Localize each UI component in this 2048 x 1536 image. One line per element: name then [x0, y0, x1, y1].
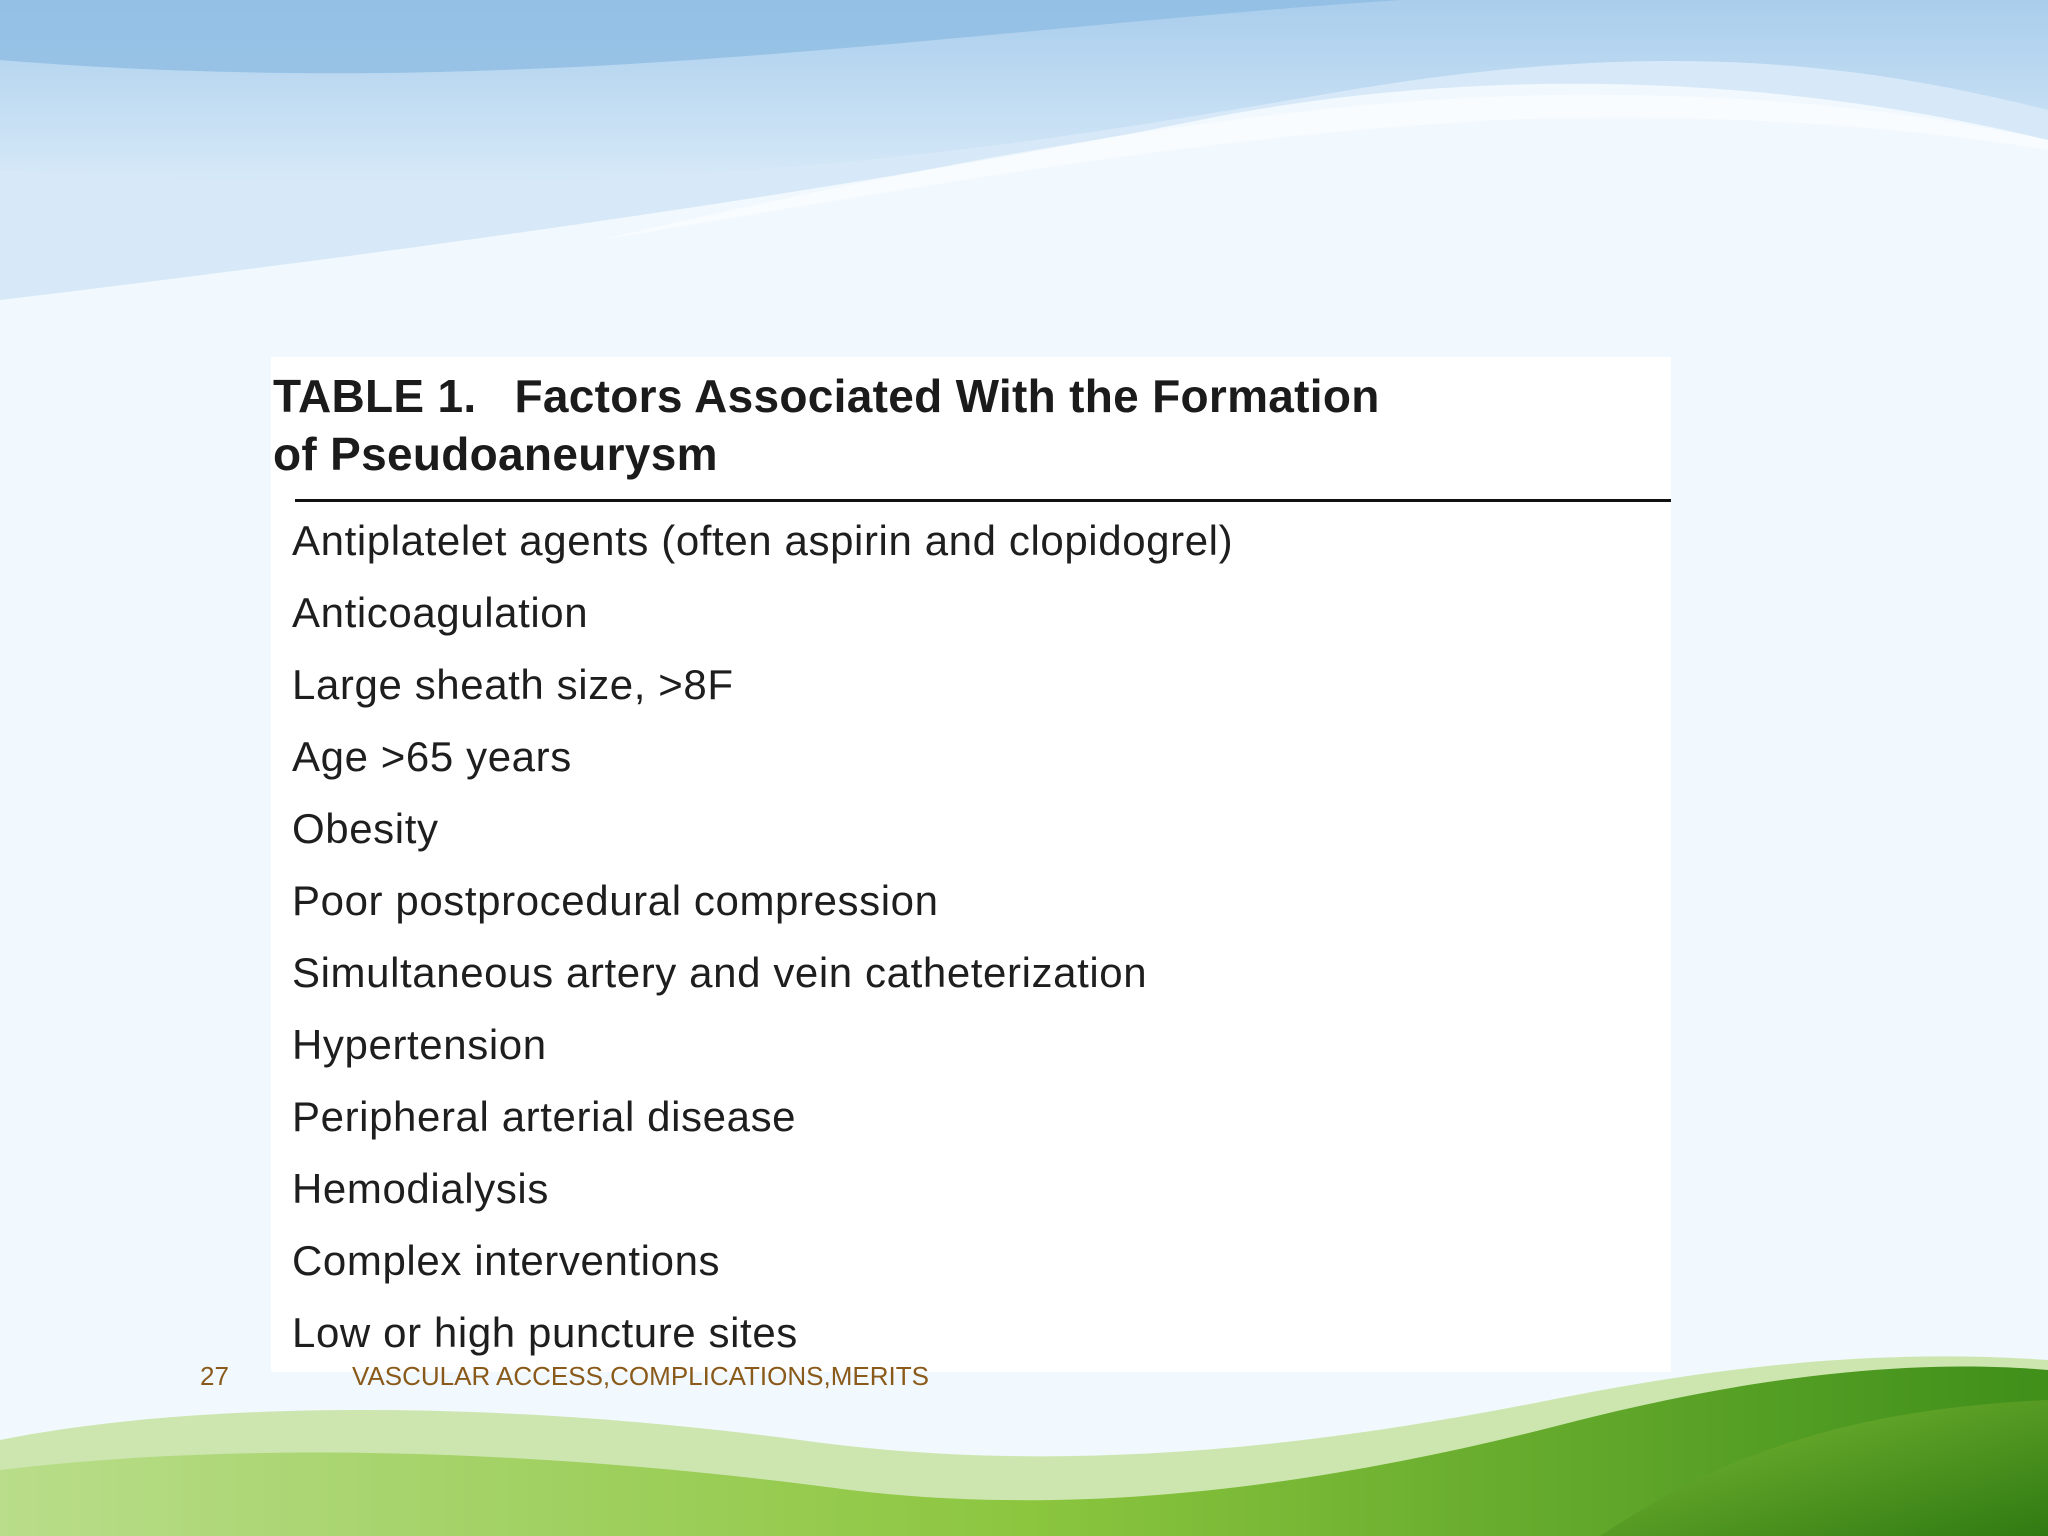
factor-item: Simultaneous artery and vein catheterization — [292, 949, 1148, 996]
sky-waves — [0, 0, 2048, 300]
factor-list — [292, 505, 1233, 1369]
table-title-line1: Factors Associated With the Formation — [514, 370, 1380, 422]
factor-item: Age >65 years — [292, 733, 572, 780]
table-title — [273, 367, 1663, 483]
factor-item: Complex interventions — [292, 1237, 721, 1284]
factor-item: Poor postprocedural compression — [292, 877, 939, 924]
factor-item: Large sheath size, >8F — [292, 661, 734, 708]
factor-item: Peripheral arterial disease — [292, 1093, 797, 1140]
factor-item: Obesity — [292, 805, 439, 852]
factor-item: Hypertension — [292, 1021, 547, 1068]
table-image — [271, 357, 1671, 1372]
table-number: TABLE 1. — [273, 370, 477, 422]
title-divider — [295, 499, 1671, 502]
grass-hills — [0, 1356, 2048, 1536]
factor-item: Hemodialysis — [292, 1165, 549, 1212]
table-title-line2: of Pseudoaneurysm — [273, 428, 718, 480]
slide-footer: VASCULAR ACCESS,COMPLICATIONS,MERITS — [352, 1361, 929, 1391]
factor-item: Antiplatelet agents (often aspirin and clopidogrel) — [292, 517, 1234, 564]
factor-item: Low or high puncture sites — [292, 1309, 798, 1356]
factor-item: Anticoagulation — [292, 589, 589, 636]
slide-number: 27 — [200, 1361, 229, 1391]
